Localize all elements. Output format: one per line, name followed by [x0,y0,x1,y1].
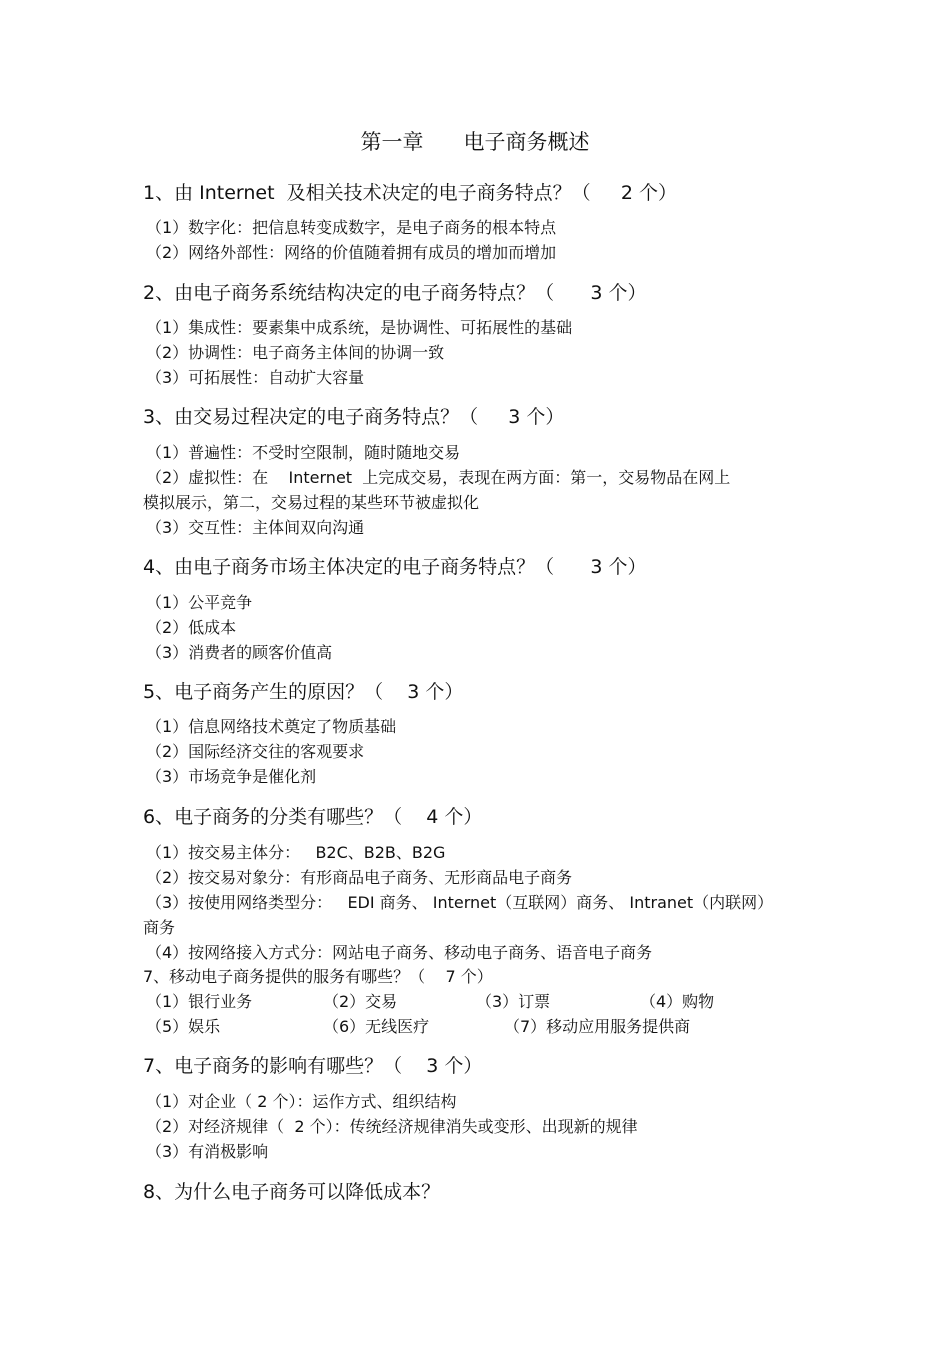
service-item: （3）订票 [476,992,551,1011]
answer-line: （1）普遍性：不受时空限制，随时随地交易 [146,443,461,462]
answer-line: （3）消费者的顾客价值高 [146,643,333,662]
question-4: 4、由电子商务市场主体决定的电子商务特点？（ 3 个） [143,556,647,578]
answer-line: （1）按交易主体分： B2C、B2B、B2G [146,843,446,862]
answer-line: （2）对经济规律（ 2 个）：传统经济规律消失或变形、出现新的规律 [146,1117,638,1136]
answer-line: （1）集成性：要素集中成系统，是协调性、可拓展性的基础 [146,318,573,337]
chapter-title: 第一章 电子商务概述 [360,130,590,154]
answer-line: （2）国际经济交往的客观要求 [146,742,365,761]
question-5: 5、电子商务产生的原因？（ 3 个） [143,681,464,703]
question-3: 3、由交易过程决定的电子商务特点？（ 3 个） [143,406,565,428]
service-item: （5）娱乐 [146,1017,221,1036]
question-2: 2、由电子商务系统结构决定的电子商务特点？（ 3 个） [143,282,647,304]
answer-line: （2）低成本 [146,618,237,637]
answer-line: （2）协调性：电子商务主体间的协调一致 [146,343,445,362]
answer-line: （1）对企业（ 2 个）：运作方式、组织结构 [146,1092,457,1111]
answer-line: （2）按交易对象分：有形商品电子商务、无形商品电子商务 [146,868,573,887]
answer-line: （2）网络外部性：网络的价值随着拥有成员的增加而增加 [146,243,557,262]
question-7-impact: 7、电子商务的影响有哪些？（ 3 个） [143,1055,483,1077]
answer-line: （3）有消极影响 [146,1142,269,1161]
question-7-mobile: 7、移动电子商务提供的服务有哪些？（ 7 个） [143,967,493,986]
service-item: （1）银行业务 [146,992,253,1011]
answer-line: （3）按使用网络类型分： EDI 商务、 Internet（互联网）商务、 Intranet（内联网） [146,893,774,912]
question-1: 1、由 Internet 及相关技术决定的电子商务特点？（ 2 个） [143,182,677,204]
service-item: （7）移动应用服务提供商 [504,1017,691,1036]
service-item: （2）交易 [323,992,398,1011]
question-6: 6、电子商务的分类有哪些？（ 4 个） [143,806,483,828]
answer-line: （4）按网络接入方式分：网站电子商务、移动电子商务、语音电子商务 [146,943,653,962]
answer-line-continued: 商务 [143,918,176,937]
answer-line-continued: 模拟展示，第二，交易过程的某些环节被虚拟化 [143,493,480,512]
service-item: （6）无线医疗 [323,1017,430,1036]
answer-line: （1）数字化：把信息转变成数字，是电子商务的根本特点 [146,218,557,237]
answer-line: （1）信息网络技术奠定了物质基础 [146,717,397,736]
answer-line: （1）公平竞争 [146,593,253,612]
question-8: 8、为什么电子商务可以降低成本？ [143,1181,441,1203]
answer-line: （3）可拓展性：自动扩大容量 [146,368,365,387]
answer-line: （3）交互性：主体间双向沟通 [146,518,365,537]
answer-line: （3）市场竞争是催化剂 [146,767,317,786]
service-item: （4）购物 [640,992,715,1011]
answer-line: （2）虚拟性：在 Internet 上完成交易，表现在两方面：第一，交易物品在网上 [146,468,731,487]
